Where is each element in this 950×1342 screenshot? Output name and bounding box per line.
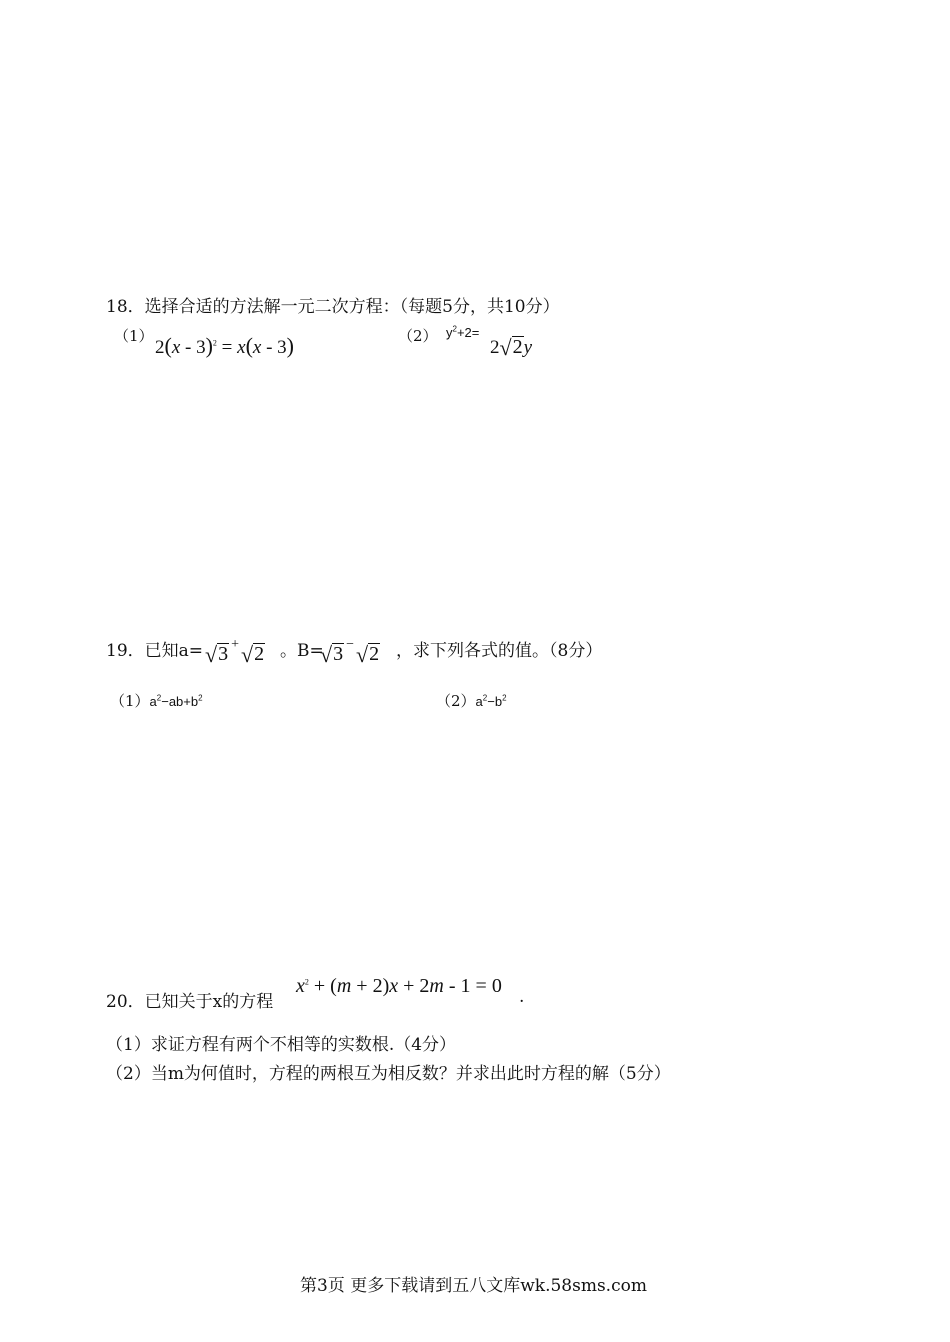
sqrt-radicand: 2 [512,336,523,358]
var-a: a [475,694,483,709]
eq-coef: 2 [155,337,165,358]
q20-part2: （2）当m为何值时，方程的两根互为相反数？并求出此时方程的解（5分） [106,1064,671,1084]
expression [150,694,203,709]
eq-term: - 3 [261,337,287,358]
exponent: 2 [502,693,507,703]
sqrt-symbol: √2 [240,642,265,667]
q18-part2-left [446,325,479,340]
q19-heading-pre: 19．已知a= [106,641,204,661]
exponent: 2 [198,693,203,703]
sqrt-symbol: √3 [205,642,229,667]
q18-heading: 18．选择合适的方法解一元二次方程：（每题5分，共10分） [106,297,560,317]
q19-b-expression [320,637,380,667]
eq-lparen: ( [245,333,253,358]
sqrt-radicand: 3 [218,643,229,665]
q19-a-expression [205,637,265,667]
eq-equals: = [216,337,238,358]
sqrt-radicand: 3 [333,643,344,665]
q18-part2-label: （2） [398,327,438,345]
eq-var: x [389,975,399,997]
eq-term: + 2) [351,975,390,997]
exponent: 2 [156,693,162,703]
eq-rparen: ) [205,333,213,358]
q19-part2 [436,690,507,711]
eq-term: +2= [456,325,480,340]
page-footer: 第3页 更多下载请到五八文库wk.58sms.com [300,1276,647,1296]
q20-part1: （1）求证方程有两个不相等的实数根.（4分） [106,1035,457,1055]
sqrt-radicand: 2 [369,643,380,665]
eq-var: m [429,975,444,997]
eq-var: y [446,325,453,340]
expr-middle: −b [487,694,503,709]
eq-exponent: 2 [452,324,457,334]
q19-part1 [110,690,203,711]
sqrt-symbol: √3 [320,642,344,667]
var-a: a [149,694,157,709]
part-label: （1） [110,692,150,710]
eq-lparen: ( [164,333,172,358]
expr-middle: −ab+b [161,694,199,709]
expression [476,694,507,709]
minus-operator: − [346,637,354,652]
q20-equation [296,975,502,998]
eq-rparen: ) [286,333,294,358]
eq-exponent: 2 [304,977,309,987]
eq-var: x [252,337,262,358]
part-label: （2） [436,692,476,710]
sqrt-symbol: √2 [499,335,523,360]
eq-term: + ( [308,975,337,997]
sqrt-symbol: √2 [355,642,380,667]
eq-exponent: 2 [212,338,217,348]
eq-var: m [336,975,352,997]
eq-term: - 3 [180,337,206,358]
sqrt-radicand: 2 [254,643,265,665]
eq-term: - 1 = 0 [443,975,502,997]
eq-var: x [296,975,305,997]
eq-var: y [523,337,533,358]
eq-term: + 2 [398,975,430,997]
q20-heading-pre: 20．已知关于x的方程 [106,992,274,1012]
exponent: 2 [482,693,488,703]
q18-part1-equation [155,333,294,359]
eq-coef: 2 [490,337,500,358]
q18-part2-right [490,333,532,359]
q19-heading-post: ，求下列各式的值。（8分） [396,641,603,661]
q18-part1-label: （1） [114,327,154,345]
eq-var: x [237,337,246,358]
q19-mid: 。B= [280,641,324,661]
eq-var: x [171,337,181,358]
q20-period: . [519,987,525,1007]
plus-operator: + [231,637,239,652]
